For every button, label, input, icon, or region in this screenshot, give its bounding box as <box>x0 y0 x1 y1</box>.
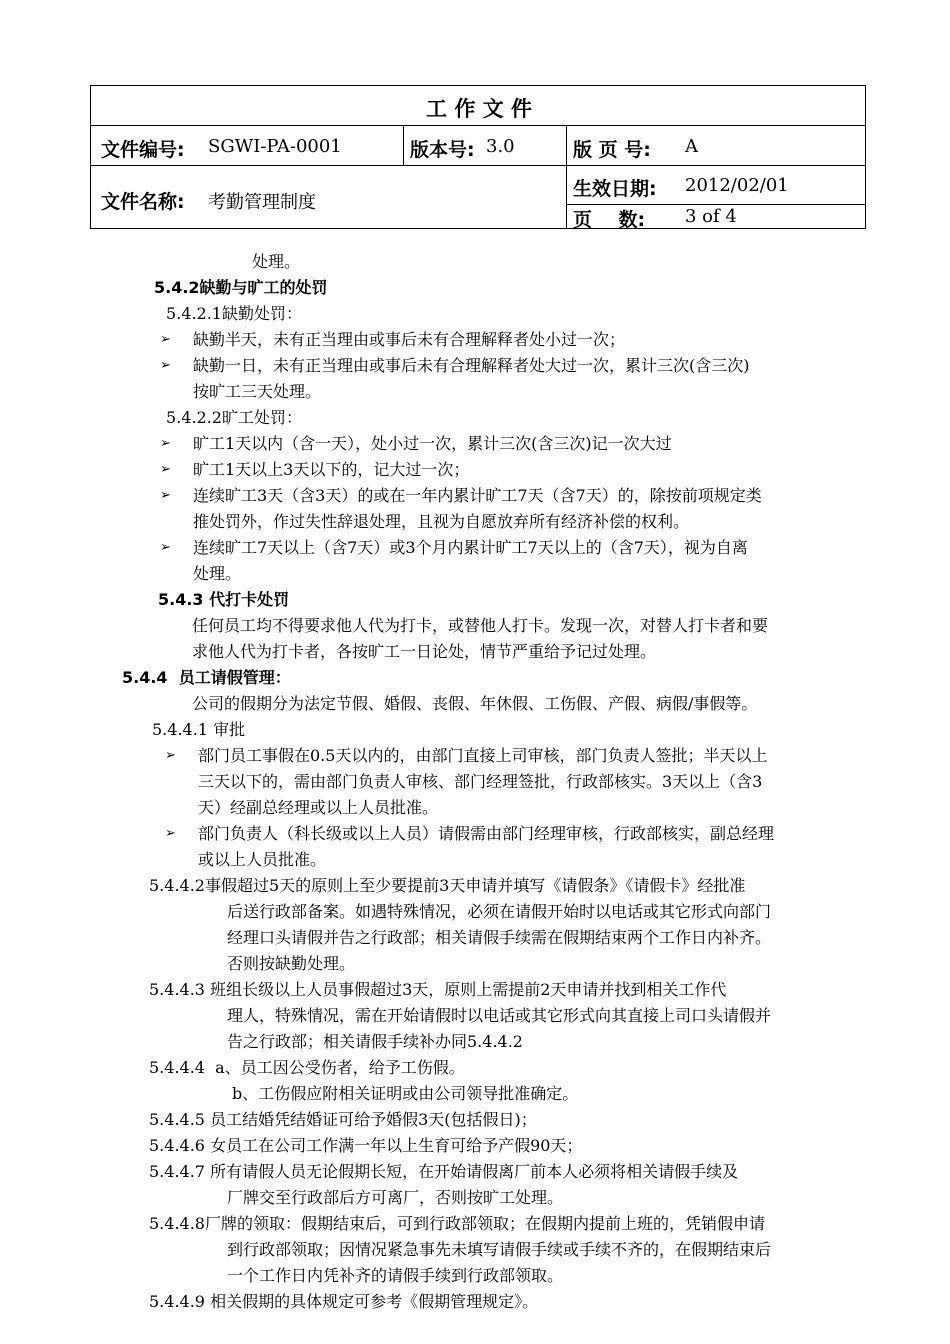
bullet-item: 部门员工事假在0.5天以内的，由部门直接上司审核，部门负责人签批；半天以上 <box>198 746 768 765</box>
bullet-arrow-icon: ➢ <box>160 358 171 373</box>
subsection-heading: 5.4.2.1缺勤处罚： <box>166 304 302 323</box>
subsection-heading: 5.4.4.1 审批 <box>152 720 246 739</box>
pages-label: 页 数: <box>573 209 646 231</box>
section-heading-5-4-2: 5.4.2缺勤与旷工的处罚 <box>154 278 328 297</box>
bullet-arrow-icon: ➢ <box>160 332 171 347</box>
clause: 5.4.4.2事假超过5天的原则上至少要提前3天申请并填写《请假条》《请假卡》经批准 <box>149 876 746 895</box>
bullet-item: 部门负责人（科长级或以上人员）请假需由部门经理审核，行政部核实，副总经理 <box>198 824 775 843</box>
bullet-item: 缺勤一日，未有正当理由或事后未有合理解释者处大过一次，累计三次(含三次) <box>193 356 750 375</box>
body-line: 处理。 <box>252 252 301 271</box>
clause: 5.4.4.4 a、员工因公受伤者，给予工伤假。 <box>149 1058 465 1077</box>
doc-no-value: SGWI-PA-0001 <box>208 136 342 157</box>
body-line: 求他人代为打卡者，各按旷工一日论处，情节严重给予记过处理。 <box>192 642 657 661</box>
page-ver-label: 版 页 号: <box>573 139 651 161</box>
clause-cont: 一个工作日内凭补齐的请假手续到行政部领取。 <box>227 1266 564 1285</box>
page-ver-value: A <box>685 136 698 157</box>
version-value: 3.0 <box>486 136 515 157</box>
bullet-arrow-icon: ➢ <box>165 826 176 841</box>
bullet-item: 缺勤半天，未有正当理由或事后未有合理解释者处小过一次； <box>193 330 626 349</box>
bullet-item-cont: 按旷工三天处理。 <box>193 382 322 401</box>
bullet-item-cont: 三天以下的，需由部门负责人审核、部门经理签批，行政部核实。3天以上（含3 <box>198 772 763 791</box>
version-label: 版本号: <box>410 139 475 161</box>
clause: 5.4.4.9 相关假期的具体规定可参考《假期管理规定》。 <box>149 1292 539 1311</box>
clause: 5.4.4.6 女员工在公司工作满一年以上生育可给予产假90天； <box>149 1136 583 1155</box>
clause: 5.4.4.7 所有请假人员无论假期长短，在开始请假离厂前本人必须将相关请假手续及 <box>149 1162 739 1181</box>
clause-cont: 告之行政部；相关请假手续补办同5.4.4.2 <box>227 1032 523 1051</box>
clause-cont: 后送行政部备案。如遇特殊情况，必须在请假开始时以电话或其它形式向部门 <box>227 902 772 921</box>
bullet-item-cont: 天）经副总经理或以上人员批准。 <box>198 798 439 817</box>
clause-cont: b、工伤假应附相关证明或由公司领导批准确定。 <box>232 1084 579 1103</box>
bullet-arrow-icon: ➢ <box>160 540 171 555</box>
doc-no-label: 文件编号: <box>101 139 185 161</box>
bullet-arrow-icon: ➢ <box>160 436 171 451</box>
subsection-heading: 5.4.2.2旷工处罚： <box>166 408 302 427</box>
clause-cont: 厂牌交至行政部后方可离厂，否则按旷工处理。 <box>227 1188 564 1207</box>
section-heading-5-4-3: 5.4.3 代打卡处罚 <box>158 590 290 609</box>
bullet-item: 旷工1天以内（含一天），处小过一次，累计三次(含三次)记一次大过 <box>193 434 672 453</box>
clause: 5.4.4.5 员工结婚凭结婚证可给予婚假3天(包括假日)； <box>149 1110 537 1129</box>
effective-date-label: 生效日期: <box>573 178 657 200</box>
clause: 5.4.4.3 班组长级以上人员事假超过3天，原则上需提前2天申请并找到相关工作代 <box>149 980 727 999</box>
bullet-arrow-icon: ➢ <box>160 488 171 503</box>
bullet-item: 连续旷工7天以上（含7天）或3个月内累计旷工7天以上的（含7天），视为自离 <box>193 538 748 557</box>
clause-cont: 否则按缺勤处理。 <box>227 954 356 973</box>
body-line: 任何员工均不得要求他人代为打卡，或替他人打卡。发现一次，对替人打卡者和要 <box>192 616 769 635</box>
clause-cont: 理人，特殊情况，需在开始请假时以电话或其它形式向其直接上司口头请假并 <box>227 1006 772 1025</box>
section-heading-5-4-4: 5.4.4 员工请假管理： <box>122 668 291 687</box>
doc-name-value: 考勤管理制度 <box>208 192 316 213</box>
clause-cont: 到行政部领取；因情况紧急事先未填写请假手续或手续不齐的，在假期结束后 <box>227 1240 772 1259</box>
bullet-arrow-icon: ➢ <box>160 462 171 477</box>
bullet-item: 旷工1天以上3天以下的，记大过一次； <box>193 460 470 479</box>
body-line: 公司的假期分为法定节假、婚假、丧假、年休假、工伤假、产假、病假/事假等。 <box>192 694 758 713</box>
pages-value: 3 of 4 <box>685 206 737 227</box>
doc-name-label: 文件名称: <box>101 191 185 213</box>
effective-date-value: 2012/02/01 <box>685 175 789 196</box>
bullet-item-cont: 处理。 <box>193 564 242 583</box>
bullet-item-cont: 或以上人员批准。 <box>198 850 327 869</box>
bullet-arrow-icon: ➢ <box>165 748 176 763</box>
document-title: 工 作 文 件 <box>426 97 532 121</box>
clause-cont: 经理口头请假并告之行政部；相关请假手续需在假期结束两个工作日内补齐。 <box>227 928 772 947</box>
bullet-item: 连续旷工3天（含3天）的或在一年内累计旷工7天（含7天）的，除按前项规定类 <box>193 486 762 505</box>
bullet-item-cont: 推处罚外，作过失性辞退处理，且视为自愿放弃所有经济补偿的权利。 <box>193 512 690 531</box>
clause: 5.4.4.8厂牌的领取：假期结束后，可到行政部领取；在假期内提前上班的，凭销假申请 <box>149 1214 765 1233</box>
